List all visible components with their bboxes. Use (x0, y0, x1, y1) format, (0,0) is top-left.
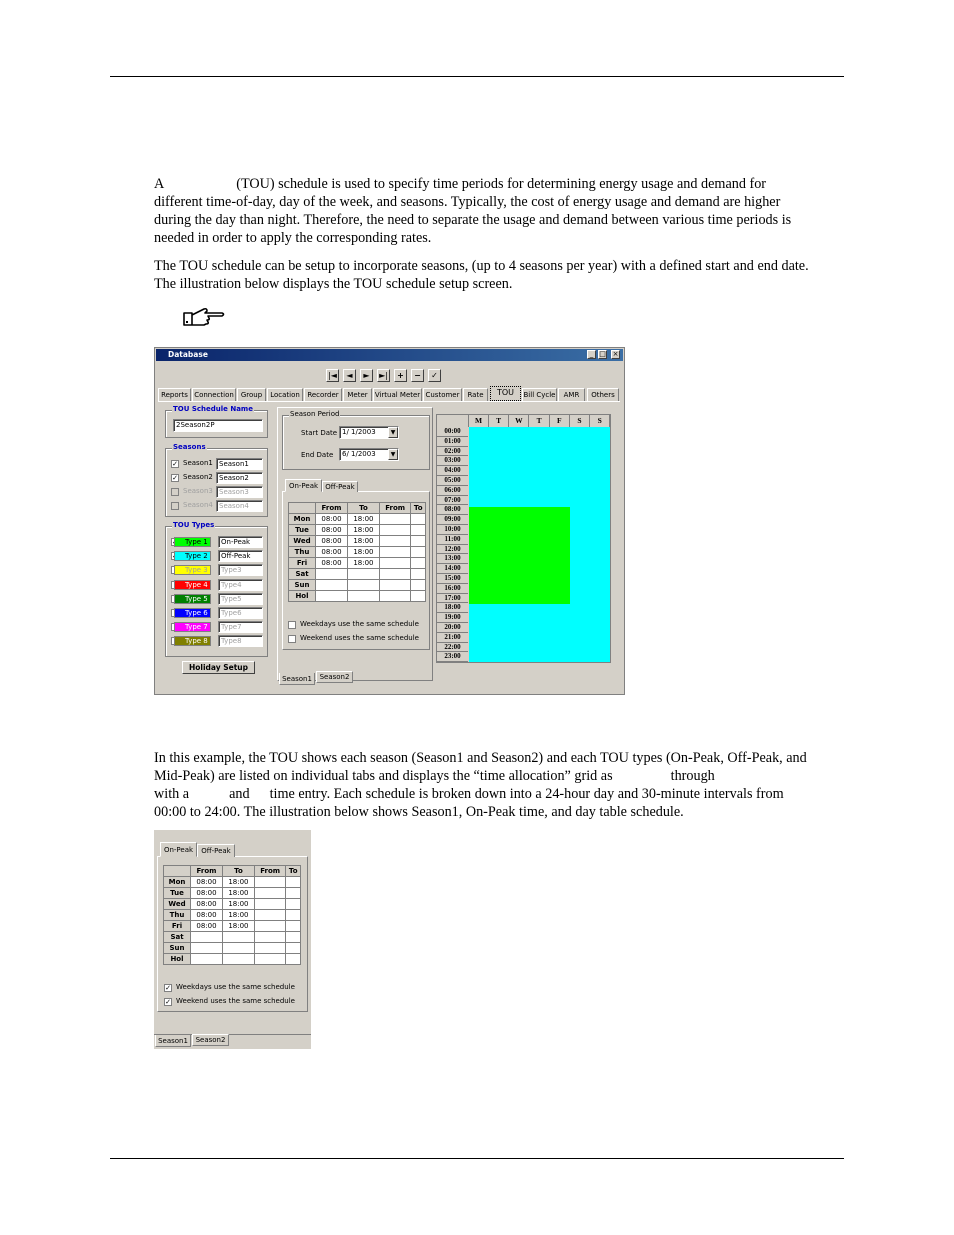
tab-reports[interactable]: Reports (158, 388, 191, 401)
grid-hour-label: 04:00 (437, 466, 468, 476)
grid-corner (437, 415, 469, 427)
header-to-3: To (411, 503, 426, 514)
time-cell[interactable] (254, 877, 286, 888)
time-cell[interactable] (222, 943, 254, 954)
grid-hour-label: 08:00 (437, 505, 468, 515)
time-cell[interactable]: 18:00 (347, 558, 379, 569)
corner-cell (164, 866, 191, 877)
grid-hour-label: 16:00 (437, 584, 468, 594)
holiday-setup-button[interactable]: Holiday Setup (182, 661, 255, 674)
time-cell[interactable] (286, 921, 301, 932)
grid-hour-label: 22:00 (437, 643, 468, 653)
time-cell[interactable] (286, 943, 301, 954)
time-cell[interactable]: 08:00 (191, 899, 223, 910)
delete-record-button[interactable]: − (411, 369, 424, 382)
time-cell[interactable] (191, 932, 223, 943)
tab-season1[interactable]: Season1 (279, 673, 315, 685)
seasons-label: Seasons (173, 443, 206, 451)
season-3-checkbox[interactable] (171, 488, 179, 496)
table-row (164, 932, 301, 943)
type-4-name-input[interactable]: Type4 (218, 579, 263, 591)
season-3-name-input[interactable]: Season3 (216, 486, 263, 498)
footer-rule (110, 1158, 844, 1159)
time-cell[interactable]: 08:00 (191, 888, 223, 899)
tab-location[interactable]: Location (267, 388, 303, 401)
maximize-button[interactable]: □ (599, 350, 606, 358)
grid-hour-label: 03:00 (437, 456, 468, 466)
season-1-label: Season1 (183, 459, 213, 467)
grid-hour-label: 20:00 (437, 623, 468, 633)
day-label: Thu (289, 547, 316, 558)
last-record-button[interactable]: ►| (377, 369, 390, 382)
grid-hour-label: 19:00 (437, 613, 468, 623)
time-cell[interactable]: 18:00 (347, 514, 379, 525)
weekend-same-label: Weekend uses the same schedule (300, 634, 419, 642)
type-3-color-swatch[interactable]: Type 3 (174, 565, 211, 575)
grid-day-header: S (590, 415, 610, 427)
tab-on-peak[interactable]: On-Peak (285, 479, 322, 492)
tab-others[interactable]: Others (587, 388, 619, 401)
seasons-paragraph: The TOU schedule can be setup to incorporate seasons, (up to 4 seasons per year) with a defined start and end date. The illustration below displays the TOU schedule setup screen. (154, 258, 809, 292)
season-2-name-input[interactable]: Season2 (216, 472, 263, 484)
day-label: Mon (289, 514, 316, 525)
tab-amr[interactable]: AMR (558, 388, 585, 401)
table-row (164, 921, 301, 932)
season-4-checkbox[interactable] (171, 502, 179, 510)
grid-hour-label: 06:00 (437, 486, 468, 496)
time-cell[interactable]: 08:00 (316, 547, 348, 558)
season-1-name-input[interactable]: Season1 (216, 458, 263, 470)
tab-virtual-meter[interactable]: Virtual Meter (373, 388, 422, 401)
time-cell[interactable]: 08:00 (191, 921, 223, 932)
grid-hour-label: 23:00 (437, 652, 468, 662)
schedule-name-label: TOU Schedule Name (173, 405, 253, 413)
time-cell[interactable] (254, 954, 286, 965)
table-row (164, 888, 301, 899)
day-label: Hol (289, 591, 316, 602)
day-label: Sat (289, 569, 316, 580)
grid-hour-label: 01:00 (437, 437, 468, 447)
type-7-name-input[interactable]: Type7 (218, 621, 263, 633)
time-cell[interactable]: 08:00 (316, 514, 348, 525)
header-from-0: From (316, 503, 348, 514)
grid-hour-label: 15:00 (437, 574, 468, 584)
day-label: Mon (164, 877, 191, 888)
time-cell[interactable]: 08:00 (316, 536, 348, 547)
tab-customer[interactable]: Customer (423, 388, 462, 401)
time-cell[interactable] (222, 954, 254, 965)
grid-day-header: S (570, 415, 590, 427)
season-2-label: Season2 (183, 473, 213, 481)
day-label: Tue (289, 525, 316, 536)
time-cell[interactable]: 18:00 (222, 921, 254, 932)
tab-bill-cycle[interactable]: Bill Cycle (522, 388, 557, 401)
small-tab-season1[interactable]: Season1 (155, 1035, 191, 1047)
post-record-button[interactable]: ✓ (428, 369, 441, 382)
window-title: Database (156, 349, 623, 361)
time-cell[interactable]: 18:00 (222, 888, 254, 899)
season-period-label: Season Period (290, 410, 340, 418)
grid-hour-label: 17:00 (437, 594, 468, 604)
time-cell[interactable] (254, 943, 286, 954)
time-cell[interactable] (286, 954, 301, 965)
time-cell[interactable]: 18:00 (347, 547, 379, 558)
tab-season2[interactable]: Season2 (316, 671, 353, 683)
pointing-hand-icon (180, 305, 226, 329)
time-cell[interactable] (254, 899, 286, 910)
time-cell[interactable] (254, 910, 286, 921)
start-date-label: Start Date (301, 429, 338, 437)
end-date-label: End Date (301, 451, 334, 459)
time-cell[interactable] (254, 932, 286, 943)
time-cell[interactable] (286, 932, 301, 943)
day-label: Fri (164, 921, 191, 932)
schedule-name-input[interactable]: 2Season2P (173, 419, 263, 432)
time-cell[interactable] (254, 888, 286, 899)
table-row (164, 954, 301, 965)
table-row (164, 910, 301, 921)
grid-day-header: T (530, 415, 550, 427)
on-peak-area (469, 507, 570, 604)
type-6-color-swatch[interactable]: Type 6 (174, 608, 211, 618)
tab-group[interactable]: Group (237, 388, 266, 401)
type-1-color-swatch[interactable]: Type 1 (174, 537, 211, 547)
add-record-button[interactable]: + (394, 369, 407, 382)
type-5-name-input[interactable]: Type5 (218, 593, 263, 605)
small-tab-season2[interactable]: Season2 (192, 1034, 229, 1046)
season-3-label: Season3 (183, 487, 213, 495)
day-label: Sun (289, 580, 316, 591)
grid-hour-label: 13:00 (437, 554, 468, 564)
day-label: Tue (164, 888, 191, 899)
schedule-name-group (165, 405, 268, 438)
grid-hour-label: 09:00 (437, 515, 468, 525)
tab-connection[interactable]: Connection (192, 388, 236, 401)
start-date-picker[interactable]: 1/ 1/2003 (339, 426, 399, 439)
grid-hour-label: 14:00 (437, 564, 468, 574)
tab-rate[interactable]: Rate (463, 388, 488, 401)
day-label: Wed (289, 536, 316, 547)
type-2-color-swatch[interactable]: Type 2 (174, 551, 211, 561)
type-3-name-input[interactable]: Type3 (218, 564, 263, 576)
grid-day-header: F (550, 415, 570, 427)
type-2-name-input[interactable]: Off-Peak (218, 550, 263, 562)
time-cell[interactable]: 08:00 (191, 910, 223, 921)
tou-types-label: TOU Types (173, 521, 215, 529)
grid-hour-label: 18:00 (437, 603, 468, 613)
header-from-2: From (379, 503, 411, 514)
next-record-button[interactable]: ► (360, 369, 373, 382)
intro-paragraph: A (TOU) schedule is used to specify time periods for determining energy usage and demand for different time-of-day, day of the week, and seasons. Typically, the cost of energy usage and demand are higher during the day than night. Therefore, the need to separate the usage and demand between various time periods is needed in order to apply the corresponding rates. (154, 176, 792, 246)
small-weekend-same-label: Weekend uses the same schedule (176, 997, 295, 1005)
time-cell[interactable]: 08:00 (316, 525, 348, 536)
day-label: Thu (164, 910, 191, 921)
small-schedule-table (163, 865, 301, 965)
header-to-1: To (222, 866, 254, 877)
small-weekdays-same-checkbox[interactable]: ✓ (165, 984, 171, 992)
header-rule (110, 76, 844, 77)
grid-day-header: T (489, 415, 509, 427)
day-label: Fri (289, 558, 316, 569)
time-allocation-grid (436, 414, 611, 663)
type-7-color-swatch[interactable]: Type 7 (174, 622, 211, 632)
day-label: Hol (164, 954, 191, 965)
grid-hour-label: 00:00 (437, 427, 468, 437)
prev-record-button[interactable]: ◄ (343, 369, 356, 382)
grid-hour-label: 05:00 (437, 476, 468, 486)
time-cell[interactable] (222, 932, 254, 943)
time-cell[interactable]: 18:00 (222, 910, 254, 921)
small-tab-off-peak[interactable]: Off-Peak (197, 844, 235, 857)
type-6-name-input[interactable]: Type6 (218, 607, 263, 619)
time-cell[interactable] (191, 943, 223, 954)
day-label: Wed (164, 899, 191, 910)
header-to-1: To (347, 503, 379, 514)
end-date-dropdown-icon[interactable]: ▼ (388, 449, 398, 460)
season-4-label: Season4 (183, 501, 213, 509)
grid-hour-label: 21:00 (437, 633, 468, 643)
season-1-checkbox[interactable]: ✓ (172, 460, 178, 468)
first-record-button[interactable]: |◄ (326, 369, 339, 382)
small-weekdays-same-label: Weekdays use the same schedule (176, 983, 295, 991)
end-date-picker[interactable]: 6/ 1/2003 (339, 448, 399, 461)
grid-hour-label: 12:00 (437, 545, 468, 555)
tab-meter[interactable]: Meter (343, 388, 372, 401)
type-1-name-input[interactable]: On-Peak (218, 536, 263, 548)
day-label: Sat (164, 932, 191, 943)
type-5-color-swatch[interactable]: Type 5 (174, 594, 211, 604)
grid-hour-label: 10:00 (437, 525, 468, 535)
grid-hour-label: 07:00 (437, 496, 468, 506)
type-4-color-swatch[interactable]: Type 4 (174, 580, 211, 590)
type-8-name-input[interactable]: Type8 (218, 635, 263, 647)
time-cell[interactable] (286, 877, 301, 888)
header-from-0: From (191, 866, 223, 877)
time-cell[interactable] (286, 888, 301, 899)
time-cell[interactable] (286, 899, 301, 910)
weekdays-same-label: Weekdays use the same schedule (300, 620, 419, 628)
time-cell[interactable] (191, 954, 223, 965)
season-4-name-input[interactable]: Season4 (216, 500, 263, 512)
example-paragraph: In this example, the TOU shows each season (Season1 and Season2) and each TOU types (On-Peak, Off-Peak, and Mid-Peak) are listed on individual tabs and displays the “time allocation” grid as through with a and time entry. Each schedule is broken down into a 24-hour day and 30-minute intervals from 00:00 to 24:00. The illustration below shows Season1, On-Peak time, and day table schedule. (154, 750, 807, 820)
tab-tou[interactable]: TOU (490, 386, 521, 401)
close-button[interactable]: × (612, 350, 619, 358)
time-cell[interactable]: 18:00 (222, 899, 254, 910)
type-8-color-swatch[interactable]: Type 8 (174, 636, 211, 646)
time-cell[interactable]: 08:00 (191, 877, 223, 888)
time-cell[interactable]: 18:00 (222, 877, 254, 888)
grid-hour-label: 11:00 (437, 535, 468, 545)
small-weekend-same-checkbox[interactable]: ✓ (165, 998, 171, 1006)
start-date-dropdown-icon[interactable]: ▼ (388, 427, 398, 438)
small-tab-on-peak[interactable]: On-Peak (160, 842, 197, 857)
grid-hour-label: 02:00 (437, 447, 468, 457)
grid-day-header: M (469, 415, 489, 427)
minimize-button[interactable]: _ (587, 350, 596, 359)
grid-day-header: W (509, 415, 529, 427)
season-2-checkbox[interactable]: ✓ (172, 474, 178, 482)
header-from-2: From (254, 866, 286, 877)
tab-recorder[interactable]: Recorder (304, 388, 342, 401)
tab-strip-line (158, 401, 620, 402)
time-cell[interactable] (286, 910, 301, 921)
time-cell[interactable]: 18:00 (347, 536, 379, 547)
season-tab-panel (277, 407, 433, 681)
table-row (164, 877, 301, 888)
day-label: Sun (164, 943, 191, 954)
header-to-3: To (286, 866, 301, 877)
table-row (164, 899, 301, 910)
tab-off-peak[interactable]: Off-Peak (322, 481, 358, 492)
time-cell[interactable]: 18:00 (347, 525, 379, 536)
table-row (164, 943, 301, 954)
time-cell[interactable]: 08:00 (316, 558, 348, 569)
time-cell[interactable] (254, 921, 286, 932)
